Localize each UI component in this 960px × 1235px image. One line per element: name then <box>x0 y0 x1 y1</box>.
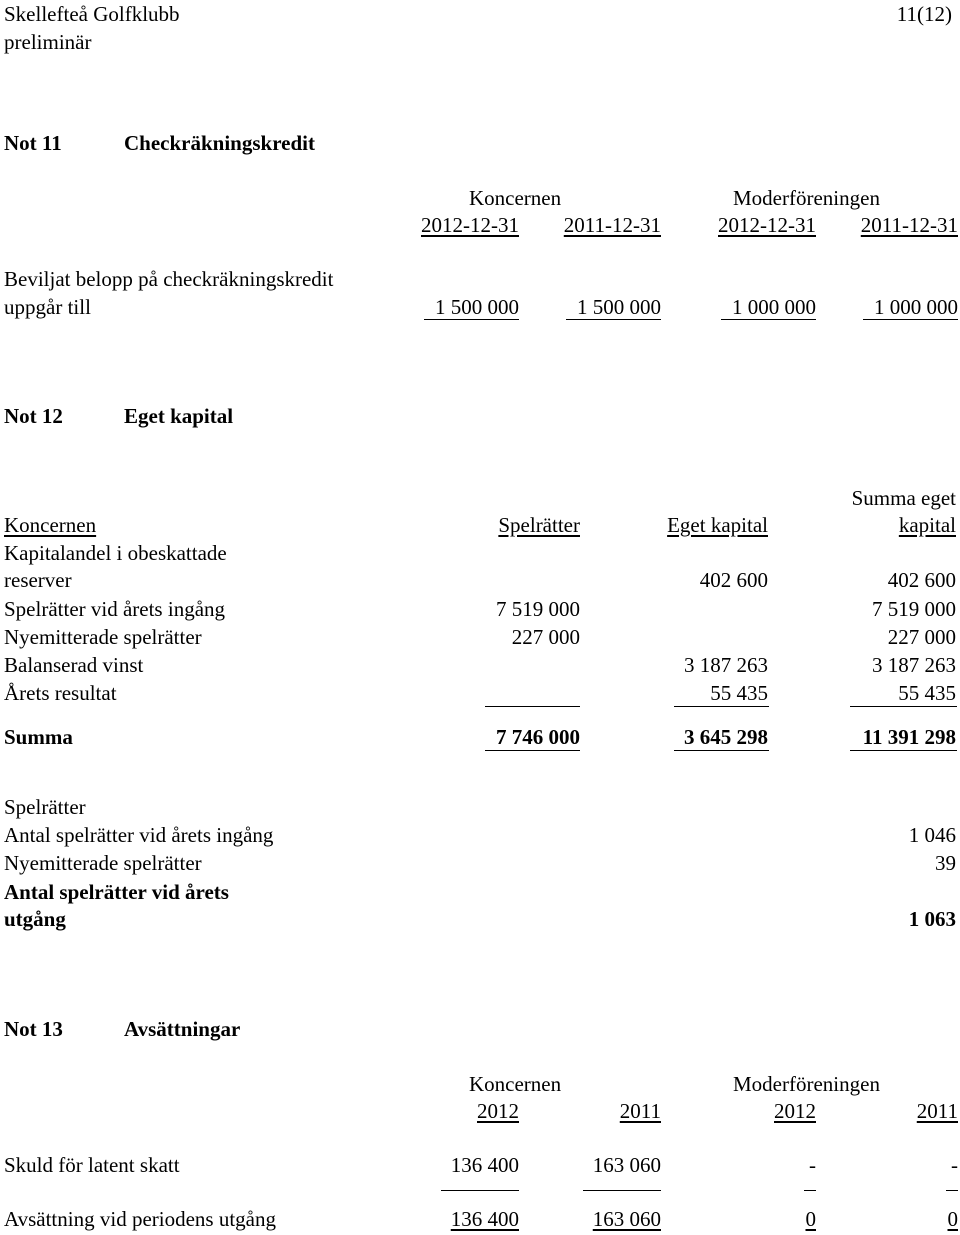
cell-value: 136 400 <box>450 1207 519 1231</box>
underline <box>485 706 580 707</box>
row-label: Nyemitterade spelrätter <box>4 851 202 875</box>
section-label: Koncernen <box>4 513 97 537</box>
total-value: 7 746 000 <box>496 725 580 749</box>
cell-value: 7 519 000 <box>872 597 956 621</box>
column-header: Eget kapital <box>667 513 768 537</box>
note-13-number: Not 13 <box>4 1017 63 1041</box>
cell-value: 3 187 263 <box>684 653 768 677</box>
cell-value: 1 500 000 <box>435 295 519 319</box>
column-header: kapital <box>898 513 956 537</box>
cell-value: - <box>951 1153 958 1177</box>
document-status: preliminär <box>4 30 92 54</box>
spelratter-heading: Spelrätter <box>4 795 86 819</box>
cell-value: 0 <box>947 1207 958 1231</box>
note-11-title: Checkräkningskredit <box>124 131 315 155</box>
underline <box>863 319 958 320</box>
row-label: Nyemitterade spelrätter <box>4 625 202 649</box>
cell-value: 1 000 000 <box>874 295 958 319</box>
row-label: Skuld för latent skatt <box>4 1153 180 1177</box>
total-label: Summa <box>4 725 73 749</box>
organization-name: Skellefteå Golfklubb <box>4 2 180 26</box>
row-label: Balanserad vinst <box>4 653 144 677</box>
group-koncernen: Koncernen <box>469 186 562 210</box>
underline <box>804 1190 816 1191</box>
cell-value: 3 187 263 <box>872 653 956 677</box>
column-header: Summa eget <box>851 486 956 510</box>
total-value: 1 063 <box>908 907 956 931</box>
column-header: 2011 <box>916 1099 958 1123</box>
row-label: Beviljat belopp på checkräkningskredit <box>4 267 334 291</box>
cell-value: 402 600 <box>887 568 956 592</box>
underline <box>424 319 519 320</box>
column-header: 2011 <box>619 1099 661 1123</box>
underline <box>441 1190 519 1191</box>
underline <box>583 1190 661 1191</box>
row-label: reserver <box>4 568 72 592</box>
column-header: 2012-12-31 <box>421 213 519 237</box>
column-header: Spelrätter <box>498 513 580 537</box>
page-number: 11(12) <box>896 2 952 26</box>
column-header: 2011-12-31 <box>860 213 958 237</box>
underline <box>566 319 661 320</box>
underline <box>485 750 580 751</box>
row-label: Avsättning vid periodens utgång <box>4 1207 276 1231</box>
note-13-title: Avsättningar <box>124 1017 241 1041</box>
column-header: 2012 <box>774 1099 816 1123</box>
group-koncernen: Koncernen <box>469 1072 562 1096</box>
row-label: Årets resultat <box>4 681 117 705</box>
column-header: 2012 <box>477 1099 519 1123</box>
cell-value: 1 046 <box>908 823 956 847</box>
cell-value: 1 500 000 <box>577 295 661 319</box>
group-moderforeningen: Moderföreningen <box>733 1072 880 1096</box>
note-11-number: Not 11 <box>4 131 62 155</box>
underline <box>850 750 957 751</box>
cell-value: 55 435 <box>898 681 956 705</box>
row-label: Antal spelrätter vid årets ingång <box>4 823 274 847</box>
cell-value: 163 060 <box>592 1153 661 1177</box>
cell-value: 227 000 <box>887 625 956 649</box>
total-label: utgång <box>4 907 66 931</box>
underline <box>721 319 816 320</box>
row-label: uppgår till <box>4 295 91 319</box>
total-value: 3 645 298 <box>684 725 768 749</box>
cell-value: 39 <box>935 851 956 875</box>
column-header: 2011-12-31 <box>563 213 661 237</box>
note-12-number: Not 12 <box>4 404 63 428</box>
cell-value: 1 000 000 <box>732 295 816 319</box>
column-header: 2012-12-31 <box>718 213 816 237</box>
underline <box>946 1190 958 1191</box>
cell-value: 402 600 <box>699 568 768 592</box>
cell-value: 136 400 <box>450 1153 519 1177</box>
cell-value: 7 519 000 <box>496 597 580 621</box>
cell-value: 55 435 <box>710 681 768 705</box>
cell-value: 227 000 <box>511 625 580 649</box>
group-moderforeningen: Moderföreningen <box>733 186 880 210</box>
total-label: Antal spelrätter vid årets <box>4 880 229 904</box>
cell-value: - <box>809 1153 816 1177</box>
underline <box>674 750 769 751</box>
cell-value: 0 <box>805 1207 816 1231</box>
cell-value: 163 060 <box>592 1207 661 1231</box>
underline <box>850 706 957 707</box>
underline <box>674 706 769 707</box>
total-value: 11 391 298 <box>862 725 956 749</box>
note-12-title: Eget kapital <box>124 404 234 428</box>
row-label: Spelrätter vid årets ingång <box>4 597 226 621</box>
row-label: Kapitalandel i obeskattade <box>4 541 227 565</box>
